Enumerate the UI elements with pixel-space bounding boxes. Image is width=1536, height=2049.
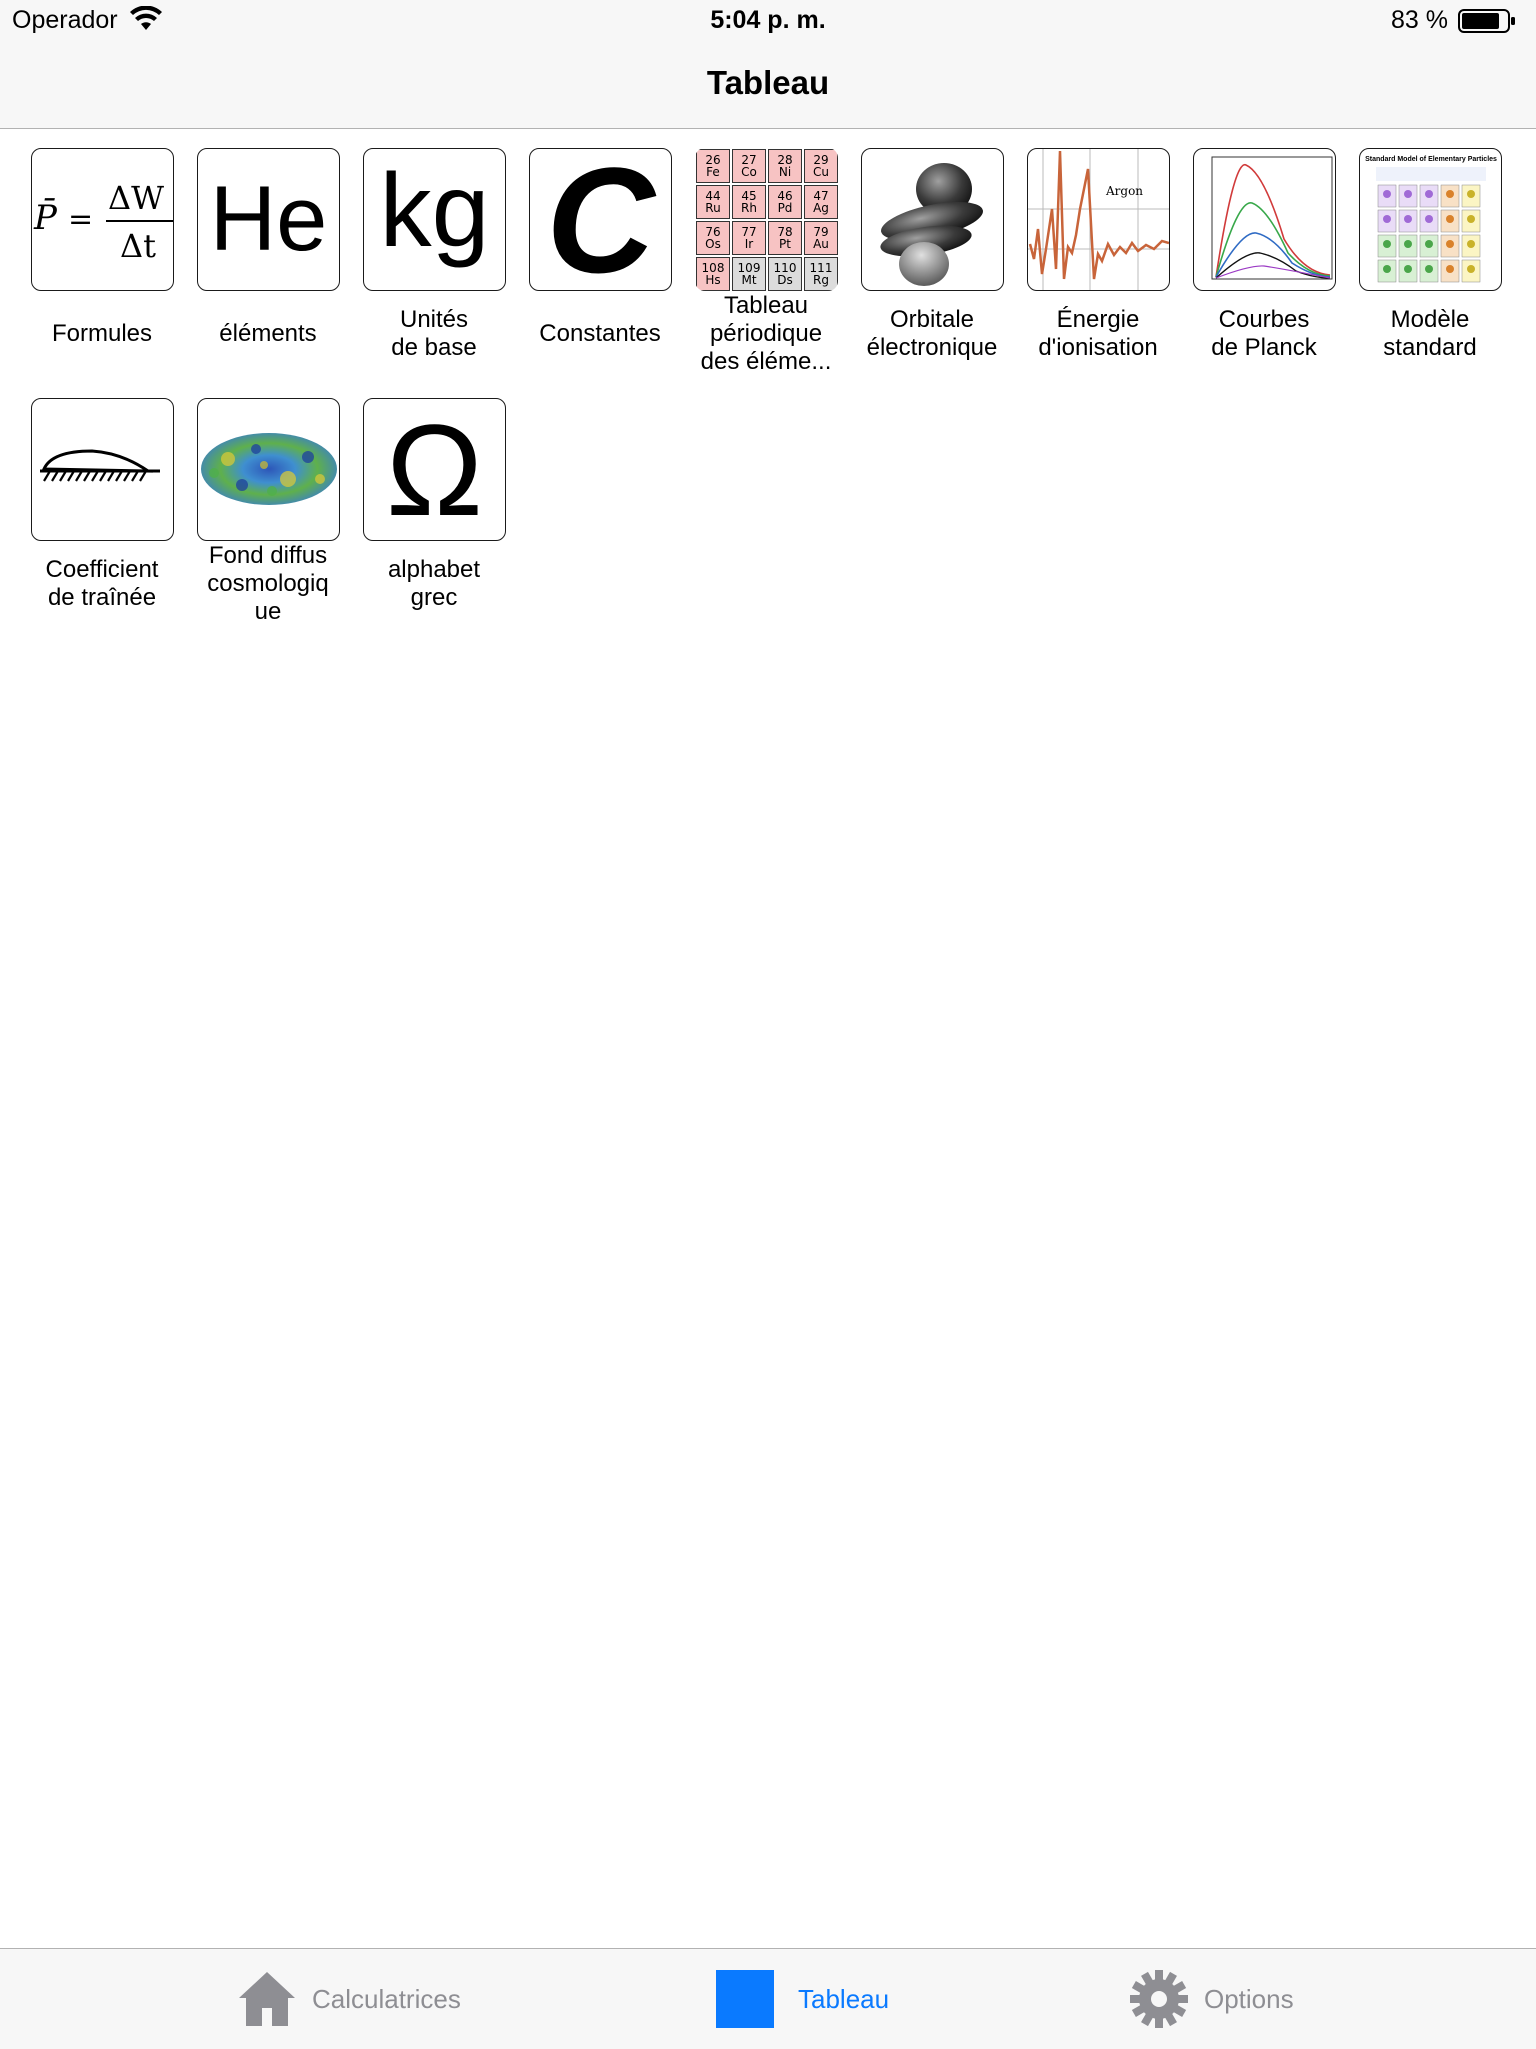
periodic-cell-number: 110 bbox=[773, 261, 797, 275]
periodic-cell-number: 46 bbox=[777, 189, 793, 203]
grid-item-label: Orbitale électronique bbox=[866, 306, 998, 361]
grid-item-label: Coefficient de traînée bbox=[45, 556, 159, 611]
drag-coefficient-icon bbox=[31, 398, 174, 541]
formula-power: P̄ bbox=[34, 198, 57, 238]
grid-item-label: Fond diffus cosmologiq ue bbox=[207, 542, 329, 625]
periodic-cell bbox=[696, 149, 730, 183]
periodic-cell-number: 47 bbox=[813, 189, 829, 203]
cmb-map-icon bbox=[197, 398, 340, 541]
battery-icon bbox=[1458, 9, 1516, 33]
standard-model-particle bbox=[1467, 265, 1475, 273]
periodic-cell-number: 27 bbox=[741, 153, 757, 167]
standard-model-particle bbox=[1404, 240, 1412, 248]
tab-label: Options bbox=[1204, 1983, 1294, 2014]
square-icon bbox=[716, 1970, 774, 2028]
periodic-cell-symbol: Rh bbox=[741, 201, 757, 215]
standard-model-particle bbox=[1383, 190, 1391, 198]
periodic-cell bbox=[732, 149, 766, 183]
element-he-icon bbox=[197, 148, 340, 291]
formula-denominator: Δt bbox=[120, 227, 156, 265]
standard-model-particle bbox=[1446, 190, 1454, 198]
constant-glyph: C bbox=[546, 148, 655, 291]
periodic-table-icon bbox=[695, 148, 838, 291]
periodic-cell-symbol: Cu bbox=[813, 165, 829, 179]
tab-tableau[interactable] bbox=[716, 1967, 889, 2031]
formula-icon bbox=[31, 148, 174, 291]
standard-model-particle bbox=[1467, 240, 1475, 248]
page-title: Tableau bbox=[706, 64, 830, 101]
periodic-cell-number: 26 bbox=[705, 153, 721, 167]
periodic-cell bbox=[732, 257, 766, 291]
periodic-cell-symbol: Pt bbox=[779, 237, 791, 251]
periodic-cell-symbol: Ru bbox=[705, 201, 721, 215]
periodic-cell-number: 44 bbox=[705, 189, 721, 203]
navigation-bar bbox=[0, 40, 1536, 129]
planck-curves-icon bbox=[1193, 148, 1336, 291]
standard-model-particle bbox=[1446, 215, 1454, 223]
standard-model-particle bbox=[1425, 240, 1433, 248]
periodic-cell-symbol: Ir bbox=[744, 237, 754, 251]
periodic-cell-number: 79 bbox=[813, 225, 829, 239]
omega-icon bbox=[363, 398, 506, 541]
standard-model-title: Standard Model of Elementary Particles bbox=[1365, 156, 1497, 163]
periodic-cell bbox=[696, 257, 730, 291]
standard-model-particle bbox=[1425, 190, 1433, 198]
periodic-cell-symbol: Ag bbox=[813, 201, 829, 215]
standard-model-particle bbox=[1467, 190, 1475, 198]
grid-item-label: éléments bbox=[219, 320, 317, 347]
tab-label: Calculatrices bbox=[312, 1983, 461, 2014]
periodic-cell-number: 29 bbox=[813, 153, 829, 167]
periodic-cell-number: 109 bbox=[737, 261, 761, 275]
grid-item-label: Énergie d'ionisation bbox=[1038, 306, 1158, 361]
ionization-chart-label: Argon bbox=[1106, 184, 1144, 198]
tab-bar bbox=[0, 1948, 1536, 2049]
unit-glyph: kg bbox=[379, 152, 490, 269]
grid-item-label: alphabet grec bbox=[387, 556, 481, 611]
periodic-cell bbox=[732, 185, 766, 219]
grid-item-label: Courbes de Planck bbox=[1211, 306, 1317, 361]
standard-model-particle bbox=[1383, 215, 1391, 223]
periodic-cell-number: 77 bbox=[741, 225, 757, 239]
gear-tooth bbox=[1176, 1995, 1188, 2003]
gear-tooth bbox=[1155, 2016, 1163, 2028]
element-glyph: He bbox=[209, 168, 328, 270]
periodic-cell-number: 45 bbox=[741, 189, 757, 203]
grid-item-label: Formules bbox=[51, 320, 153, 347]
periodic-cell-symbol: Ds bbox=[777, 273, 793, 287]
periodic-cell-symbol: Rg bbox=[813, 273, 829, 287]
grid-item-label: Unités de base bbox=[391, 306, 477, 361]
periodic-cell-symbol: Pd bbox=[777, 201, 793, 215]
periodic-cell bbox=[696, 185, 730, 219]
formula-equals: = bbox=[68, 202, 94, 237]
carrier-name: Operador bbox=[12, 6, 118, 34]
periodic-cell bbox=[768, 185, 802, 219]
grid-item-label: Modèle standard bbox=[1383, 306, 1477, 361]
unit-kg-icon bbox=[363, 148, 506, 291]
periodic-cell bbox=[732, 221, 766, 255]
standard-model-icon bbox=[1359, 148, 1502, 291]
periodic-cell bbox=[804, 221, 838, 255]
periodic-cell-number: 76 bbox=[705, 225, 721, 239]
periodic-cell-symbol: Fe bbox=[706, 165, 720, 179]
ionization-chart-icon bbox=[1027, 148, 1170, 291]
periodic-cell-number: 108 bbox=[701, 261, 725, 275]
constant-c-icon bbox=[529, 148, 672, 291]
standard-model-particle bbox=[1425, 215, 1433, 223]
tab-calculatrices[interactable] bbox=[236, 1967, 461, 2031]
standard-model-particle bbox=[1446, 240, 1454, 248]
gear-icon bbox=[1128, 1968, 1190, 2030]
periodic-cell bbox=[768, 149, 802, 183]
standard-model-particle bbox=[1383, 240, 1391, 248]
omega-glyph: Ω bbox=[385, 398, 484, 541]
house-icon bbox=[236, 1968, 298, 2030]
periodic-cell-symbol: Ni bbox=[778, 165, 792, 179]
formula-numerator: ΔW bbox=[108, 179, 164, 217]
periodic-cell bbox=[768, 221, 802, 255]
periodic-cell-symbol: Hs bbox=[705, 273, 721, 287]
periodic-cell bbox=[804, 257, 838, 291]
standard-model-particle bbox=[1425, 265, 1433, 273]
gear-tooth bbox=[1155, 1970, 1163, 1982]
standard-model-particle bbox=[1404, 215, 1412, 223]
periodic-cell bbox=[804, 149, 838, 183]
standard-model-particle bbox=[1404, 190, 1412, 198]
grid-item-label: Tableau périodique des éléme... bbox=[700, 292, 832, 375]
clock: 5:04 p. m. bbox=[710, 6, 826, 34]
status-bar bbox=[0, 0, 1536, 40]
periodic-cell bbox=[804, 185, 838, 219]
gear-tooth bbox=[1130, 1995, 1142, 2003]
periodic-cell-symbol: Au bbox=[813, 237, 829, 251]
periodic-cell-number: 111 bbox=[809, 261, 833, 275]
periodic-cell-symbol: Os bbox=[705, 237, 721, 251]
periodic-cell-symbol: Co bbox=[741, 165, 757, 179]
standard-model-particle bbox=[1446, 265, 1454, 273]
grid-item-label: Constantes bbox=[539, 320, 661, 347]
tab-options[interactable] bbox=[1128, 1967, 1294, 2031]
tab-label: Tableau bbox=[798, 1983, 890, 2014]
periodic-cell-number: 78 bbox=[777, 225, 793, 239]
periodic-cell bbox=[768, 257, 802, 291]
standard-model-particle bbox=[1383, 265, 1391, 273]
periodic-cell bbox=[696, 221, 730, 255]
standard-model-particle bbox=[1404, 265, 1412, 273]
periodic-cell-number: 28 bbox=[777, 153, 793, 167]
battery-percent: 83 % bbox=[1391, 6, 1448, 34]
orbital-icon bbox=[861, 148, 1004, 291]
periodic-cell-symbol: Mt bbox=[741, 273, 757, 287]
standard-model-particle bbox=[1467, 215, 1475, 223]
